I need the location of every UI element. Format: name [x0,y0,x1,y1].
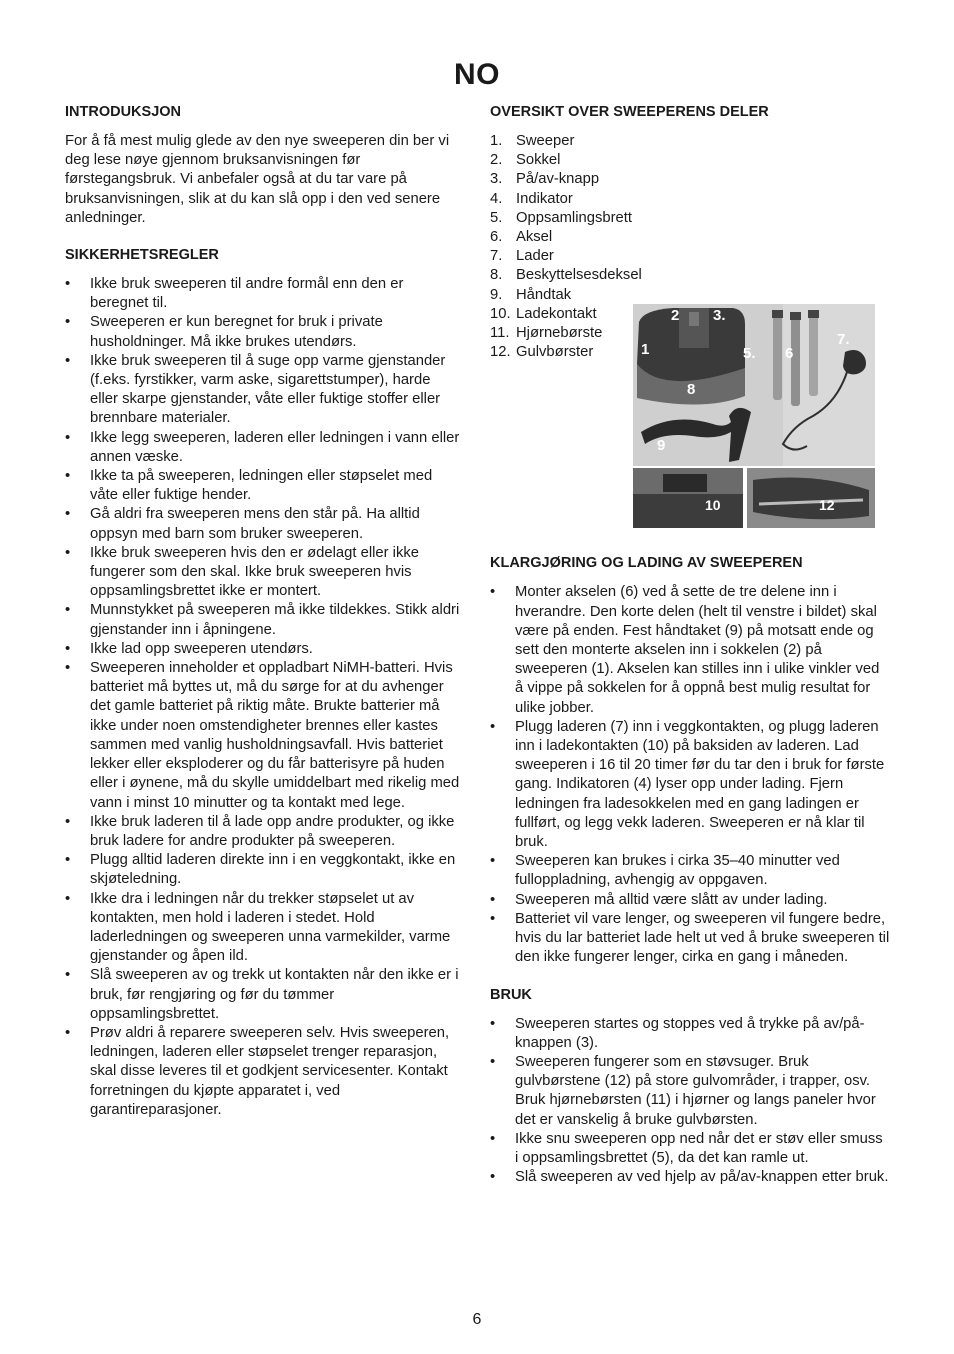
list-item: • Sweeperen inneholder et oppladbart NiMH-batteri. Hvis batteriet må byttes ut, må du sørge for at du avhenger det gamle batteriet på riktig måte. Brukte batterier må ikke under noen omstendigheter brennes eller kastes sammen med vanlig husholdningsavfall. Hvis batteriet lekker eller eksploderer og du får batterisyre på huden eller i øynene, må du skylle umiddelbart med rikelig med vann i minst 10 minutter og ta kontakt med lege. [65,659,460,813]
page-number: 6 [472,1311,482,1328]
list-item: • Batteriet vil vare lenger, og sweeperen vil fungere bedre, hvis du lar batteriet lade helt ut ved å bruke sweeperen til den ikke fungerer lenger, cirka en gang i måneden. [490,910,890,968]
list-item: • Ikke bruk sweeperen hvis den er ødelagt eller ikke fungerer som den skal. Ikke bruk sweeperen hvis oppsamlingsbrettet ikke er montert. [65,544,460,602]
parts-list-item: 6. Aksel [490,229,553,246]
list-item: • Sweeperen er kun beregnet for bruk i private husholdninger. Må ikke brukes utendørs. [65,313,460,351]
svg-text:9: 9 [657,437,666,454]
parts-list-item: 5. Oppsamlingsbrett [490,209,632,226]
list-item: • Ikke snu sweeperen opp ned når det er støv eller smuss i oppsamlingsbrettet (5), da det kan ramle ut. [490,1130,890,1168]
list-item: • Ikke bruk sweeperen til å suge opp varme gjenstander (f.eks. fyrstikker, varm aske, sigarettstumper), harde eller skarpe gjenstander, våte eller fuktige stoffer eller brennbare materialer. [65,352,460,429]
list-item: • Plugg alltid laderen direkte inn i en veggkontakt, ikke en skjøteledning. [65,851,460,889]
language-heading: NO [454,58,500,91]
safety-heading: SIKKERHETSREGLER [65,247,219,264]
list-item: • Sweeperen startes og stoppes ved å trykke på av/på-knappen (3). [490,1015,890,1053]
list-item: • Prøv aldri å reparere sweeperen selv. Hvis sweeperen, ledningen, laderen eller støpselet trenger reparasjon, skal disse leveres til et godkjent servicesenter. Kontakt forretningen du kjøpte apparatet i, ved garantireparasjoner. [65,1024,460,1120]
parts-list-item: 11. Hjørnebørste [490,325,603,342]
list-item: • Ikke ta på sweeperen, ledningen eller støpselet med våte eller fuktige hender. [65,467,460,505]
list-item: • Monter akselen (6) ved å sette de tre delene inn i hverandre. Den korte delen (helt til venstre i bildet) skal være på enden. Fest håndtaket (9) på motsatt ende og sett den monterte akselen inn i sokkelen (2) på sweeperen (1). Akselen kan stilles inn i ulike vinkler ved å vippe på sokkelen for å oppnå best mulig resultat for ulike jobber. [490,583,890,717]
left-column [65,103,460,1120]
svg-text:8: 8 [687,381,696,398]
intro-text: For å få mest mulig glede av den nye sweeperen din ber vi deg lese nøye gjennom bruksanvisningen før førstegangsbruk. Vi anbefaler også at du tar vare på bruksanvisningen, slik at du kan slå opp i den ved senere anledninger. [65,133,450,226]
parts-list-item: 12. Gulvbørster [490,344,594,361]
svg-text:1: 1 [641,341,650,358]
parts-list-item: 9. Håndtak [490,286,572,303]
intro-heading: INTRODUKSJON [65,104,182,120]
svg-text:7.: 7. [837,331,850,348]
list-item: • Ikke bruk sweeperen til andre formål enn den er beregnet til. [65,275,460,313]
list-item: • Plugg laderen (7) inn i veggkontakten, og plugg laderen inn i ladekontakten (10) på baksiden av laderen. Lad sweeperen i 16 til 20 timer før du tar den i bruk for første gang. Indikatoren (4) lyser opp under lading. Fjern ledningen fra ladesokkelen med en gang ladingen er fullført, og legg vekk laderen. Sweeperen er nå klar til bruk. [490,718,890,852]
svg-text:10: 10 [705,497,721,513]
axle-rod [809,314,818,396]
list-item: • Sweeperen fungerer som en støvsuger. Bruk gulvbørstene (12) på store gulvområder, i trapper, osv. Bruk hjørnebørsten (11) i hjørner og langs paneler hvor det er vanskelig å bruke gulvbørsten. [490,1053,890,1130]
list-item: • Gå aldri fra sweeperen mens den står på. Ha alltid oppsyn med barn som bruker sweeperen. [65,505,460,543]
svg-text:5.: 5. [743,345,756,362]
list-item: • Slå sweeperen av og trekk ut kontakten når den ikke er i bruk, før rengjøring og før du tømmer oppsamlingsbrettet. [65,966,460,1024]
axle-rod [773,314,782,400]
parts-list-item: 2. Sokkel [490,152,561,169]
list-item: • Sweeperen kan brukes i cirka 35–40 minutter ved fulloppladning, avhengig av oppgaven. [490,852,890,890]
charging-list [490,583,890,967]
usage-heading: BRUK [490,986,532,1003]
parts-heading: OVERSIKT OVER SWEEPERENS DELER [490,104,769,120]
svg-text:2: 2 [671,307,680,324]
parts-photo [633,304,875,528]
list-item: • Ikke bruk laderen til å lade opp andre produkter, og ikke bruk ladere for andre produkter på sweeperen. [65,813,460,851]
list-item: • Sweeperen må alltid være slått av under lading. [490,891,890,910]
parts-list-item: 1. Sweeper [490,133,575,149]
list-item: • Ikke lad opp sweeperen utendørs. [65,640,460,659]
list-item: • Ikke dra i ledningen når du trekker støpselet ut av kontakten, men hold i laderen i stedet. Hold laderledningen og sweeperen unna varmekilder, varme gjenstander og åpen ild. [65,890,460,967]
parts-list-item: 7. Lader [490,248,554,265]
right-column [490,103,890,1187]
list-item: • Slå sweeperen av ved hjelp av på/av-knappen etter bruk. [490,1168,890,1187]
parts-list-item: 4. Indikator [490,190,573,207]
list-item: • Ikke legg sweeperen, laderen eller ledningen i vann eller annen væske. [65,429,460,467]
parts-list-item: 8. Beskyttelsesdeksel [490,267,642,284]
usage-list [490,1015,890,1188]
svg-text:3.: 3. [713,307,726,324]
parts-list-item: 10. Ladekontakt [490,305,597,322]
charging-heading: KLARGJØRING OG LADING AV SWEEPEREN [490,555,803,572]
svg-text:12: 12 [819,497,835,513]
svg-text:6: 6 [785,345,794,362]
list-item: • Munnstykket på sweeperen må ikke tildekkes. Stikk aldri gjenstander inn i åpningene. [65,601,460,639]
safety-list [65,275,460,1120]
parts-list-item: 3. På/av-knapp [490,171,600,188]
